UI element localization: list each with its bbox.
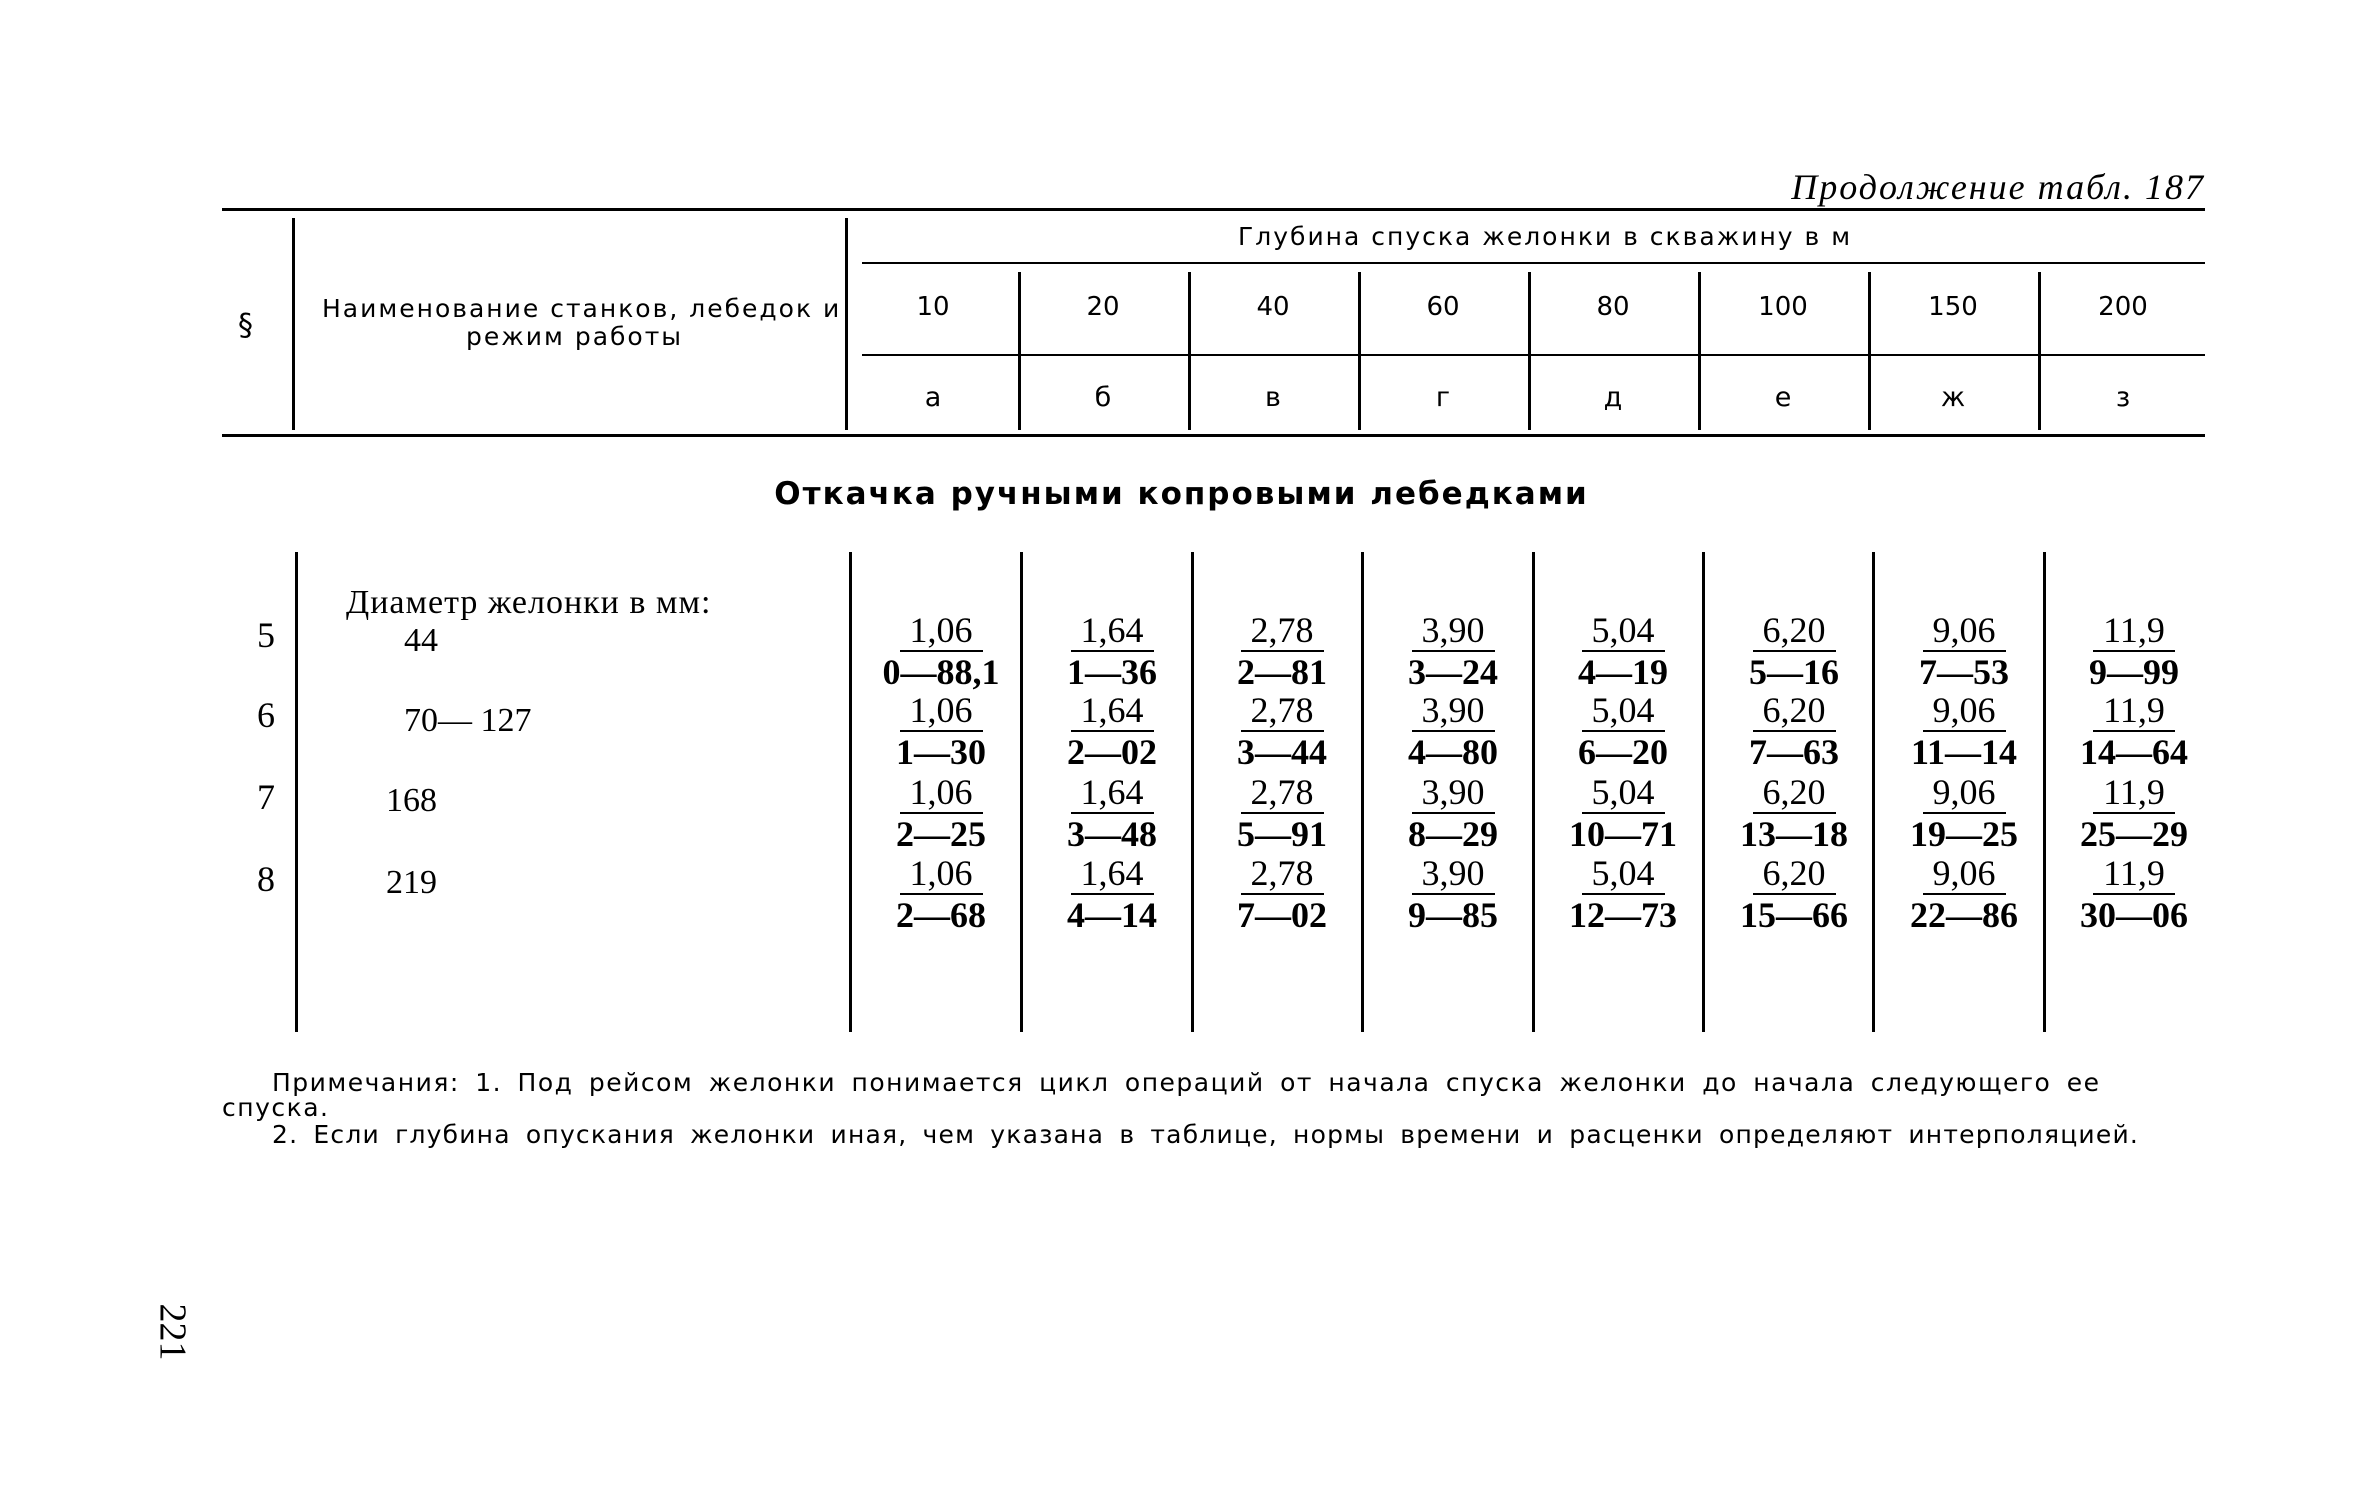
rate-value: 10—71 (1569, 814, 1677, 854)
rate-value: 2—68 (896, 895, 986, 935)
rate-value: 22—86 (1910, 895, 2018, 935)
fraction-cell (1542, 772, 1704, 854)
rate-value: 25—29 (2080, 814, 2188, 854)
fraction-cell (1201, 610, 1363, 692)
fraction-cell (1031, 772, 1193, 854)
rate-value: 30—06 (2080, 895, 2188, 935)
rate-value: 7—53 (1919, 652, 2009, 692)
paragraph-number: 6 (257, 695, 275, 735)
fraction-cell (1372, 610, 1534, 692)
fraction-cell (1372, 853, 1534, 935)
fraction-cell (1713, 853, 1875, 935)
fraction-cell (1883, 772, 2045, 854)
fraction-cell (1031, 610, 1193, 692)
fraction-cell (860, 690, 1022, 772)
depth-value-d: 80 (1596, 292, 1630, 322)
time-norm-value: 2,78 (1241, 610, 1324, 652)
column-letter-zh: ж (1940, 382, 1966, 413)
diameter-label: Диаметр желонки в мм: (346, 584, 712, 621)
time-norm-value: 1,64 (1071, 772, 1154, 814)
row-label: 168 (386, 782, 437, 819)
depth-value-v: 40 (1256, 292, 1290, 322)
rate-value: 0—88,1 (882, 652, 1000, 692)
time-norm-value: 11,9 (2093, 772, 2175, 814)
row-label: 44 (404, 622, 438, 659)
header-divider-col-z (2038, 272, 2041, 430)
depth-value-z: 200 (2098, 292, 2148, 322)
row-label: 70— 127 (404, 702, 532, 739)
time-norm-value: 1,06 (900, 610, 983, 652)
time-norm-value: 5,04 (1582, 610, 1665, 652)
time-norm-value: 1,64 (1071, 610, 1154, 652)
fraction-cell (1201, 690, 1363, 772)
column-letter-v: в (1265, 382, 1281, 413)
rate-value: 1—30 (896, 732, 986, 772)
fraction-cell (1201, 853, 1363, 935)
body-divider-name (849, 552, 852, 1032)
fraction-cell (1542, 690, 1704, 772)
rate-value: 4—80 (1408, 732, 1498, 772)
depth-title-rule (862, 262, 2205, 264)
rate-value: 19—25 (1910, 814, 2018, 854)
column-letter-e: е (1774, 382, 1792, 413)
time-norm-value: 6,20 (1753, 610, 1836, 652)
column-letter-d: д (1603, 382, 1623, 413)
rate-value: 9—99 (2089, 652, 2179, 692)
note-line-2: 2. Если глубина опускания желонки иная, чем указана в таблице, нормы времени и расценки определяют интерполяцией. (272, 1120, 2140, 1149)
paragraph-number: 7 (257, 777, 275, 817)
rate-value: 4—14 (1067, 895, 1157, 935)
time-norm-value: 5,04 (1582, 853, 1665, 895)
paragraph-number: 5 (257, 615, 275, 655)
time-norm-value: 2,78 (1241, 772, 1324, 814)
fraction-cell (2053, 610, 2215, 692)
header-divider-paragraph (292, 218, 295, 430)
section-title: Откачка ручными копровыми лебедками (774, 476, 1589, 512)
time-norm-value: 9,06 (1923, 610, 2006, 652)
table-header-bottom-rule (222, 434, 2205, 437)
name-column-header-line1: Наименование станков, лебедок и (322, 294, 842, 323)
time-norm-value: 1,06 (900, 772, 983, 814)
time-norm-value: 3,90 (1412, 690, 1495, 732)
fraction-cell (1542, 610, 1704, 692)
time-norm-value: 2,78 (1241, 690, 1324, 732)
header-divider-col-zh (1868, 272, 1871, 430)
header-divider-name (845, 218, 848, 430)
header-divider-col-v (1188, 272, 1191, 430)
fraction-cell (1031, 853, 1193, 935)
table-continuation-caption: Продолжение табл. 187 (1791, 167, 2205, 207)
time-norm-value: 5,04 (1582, 772, 1665, 814)
page-number: 221 (151, 1303, 194, 1361)
rate-value: 5—91 (1237, 814, 1327, 854)
fraction-cell (2053, 690, 2215, 772)
fraction-cell (2053, 853, 2215, 935)
fraction-cell (2053, 772, 2215, 854)
rate-value: 2—25 (896, 814, 986, 854)
fraction-cell (860, 772, 1022, 854)
header-divider-col-g (1358, 272, 1361, 430)
time-norm-value: 11,9 (2093, 690, 2175, 732)
rate-value: 5—16 (1749, 652, 1839, 692)
fraction-cell (1031, 690, 1193, 772)
column-letter-z: з (2115, 382, 2131, 413)
rate-value: 3—24 (1408, 652, 1498, 692)
rate-value: 7—63 (1749, 732, 1839, 772)
time-norm-value: 2,78 (1241, 853, 1324, 895)
column-letter-g: г (1435, 382, 1451, 413)
header-divider-col-e (1698, 272, 1701, 430)
time-norm-value: 3,90 (1412, 853, 1495, 895)
rate-value: 1—36 (1067, 652, 1157, 692)
time-norm-value: 5,04 (1582, 690, 1665, 732)
time-norm-value: 9,06 (1923, 853, 2006, 895)
fraction-cell (1713, 772, 1875, 854)
rate-value: 3—44 (1237, 732, 1327, 772)
rate-value: 11—14 (1910, 732, 2017, 772)
fraction-cell (1372, 690, 1534, 772)
rate-value: 4—19 (1578, 652, 1668, 692)
note-line-1-continuation: спуска. (222, 1093, 330, 1122)
row-label: 219 (386, 864, 437, 901)
depth-value-e: 100 (1758, 292, 1808, 322)
fraction-cell (1372, 772, 1534, 854)
time-norm-value: 6,20 (1753, 853, 1836, 895)
rate-value: 7—02 (1237, 895, 1327, 935)
time-norm-value: 9,06 (1923, 690, 2006, 732)
header-divider-col-d (1528, 272, 1531, 430)
body-divider-paragraph (295, 552, 298, 1032)
name-column-header-line2: режим работы (466, 322, 684, 351)
fraction-cell (1542, 853, 1704, 935)
fraction-cell (1201, 772, 1363, 854)
rate-value: 12—73 (1569, 895, 1677, 935)
time-norm-value: 9,06 (1923, 772, 2006, 814)
rate-value: 9—85 (1408, 895, 1498, 935)
time-norm-value: 3,90 (1412, 610, 1495, 652)
header-divider-col-b (1018, 272, 1021, 430)
time-norm-value: 1,64 (1071, 690, 1154, 732)
fraction-cell (860, 610, 1022, 692)
depth-value-g: 60 (1426, 292, 1460, 322)
paragraph-number: 8 (257, 859, 275, 899)
rate-value: 2—81 (1237, 652, 1327, 692)
rate-value: 14—64 (2080, 732, 2188, 772)
time-norm-value: 1,06 (900, 690, 983, 732)
fraction-cell (1883, 610, 2045, 692)
rate-value: 13—18 (1740, 814, 1848, 854)
rate-value: 3—48 (1067, 814, 1157, 854)
depth-values-rule (862, 354, 2205, 356)
fraction-cell (1713, 690, 1875, 772)
paragraph-symbol-header: § (238, 308, 255, 343)
rate-value: 8—29 (1408, 814, 1498, 854)
rate-value: 15—66 (1740, 895, 1848, 935)
rate-value: 2—02 (1067, 732, 1157, 772)
fraction-cell (1883, 690, 2045, 772)
rate-value: 6—20 (1578, 732, 1668, 772)
time-norm-value: 6,20 (1753, 690, 1836, 732)
depth-value-zh: 150 (1928, 292, 1978, 322)
time-norm-value: 6,20 (1753, 772, 1836, 814)
time-norm-value: 1,06 (900, 853, 983, 895)
note-line-1: Примечания: 1. Под рейсом желонки понимается цикл операций от начала спуска желонки до начала следующего ее (272, 1068, 2101, 1097)
depth-column-title: Глубина спуска желонки в скважину в м (1238, 222, 1853, 251)
time-norm-value: 11,9 (2093, 610, 2175, 652)
table-top-rule (222, 208, 2205, 211)
time-norm-value: 1,64 (1071, 853, 1154, 895)
column-letter-b: б (1094, 382, 1112, 413)
fraction-cell (1883, 853, 2045, 935)
depth-value-b: 20 (1086, 292, 1120, 322)
fraction-cell (860, 853, 1022, 935)
fraction-cell (1713, 610, 1875, 692)
column-letter-a: а (924, 382, 942, 413)
time-norm-value: 11,9 (2093, 853, 2175, 895)
time-norm-value: 3,90 (1412, 772, 1495, 814)
depth-value-a: 10 (916, 292, 950, 322)
